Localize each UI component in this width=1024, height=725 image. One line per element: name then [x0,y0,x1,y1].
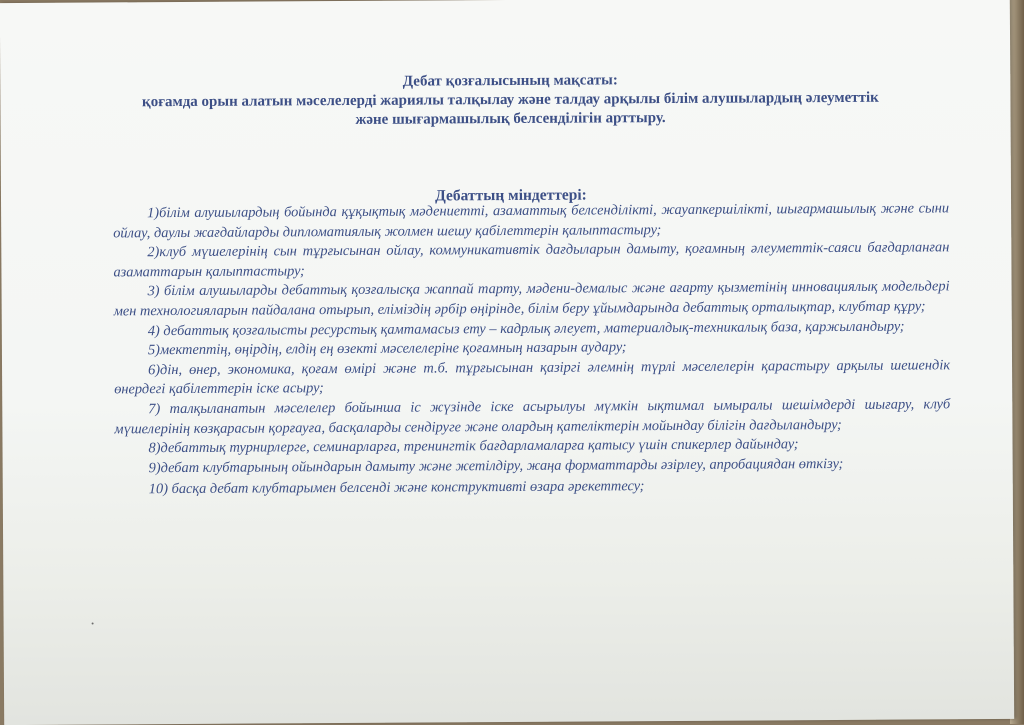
task-item-10: 10) басқа дебат клубтарымен белсенді және конструктивті өзара әрекеттесу; [148,478,645,498]
task-item-5: 5)мектептің, өңірдің, елдің ең өзекті мәселелеріне қоғамның назарын аудару; [147,339,627,359]
goal-statement [90,88,930,131]
goal-line-1: қоғамда орын алатын мәселелерді жариялы талқылау және талдау арқылы білім алушылардың әлеуметтік [141,89,879,111]
task-item-8: 8)дебаттық турнирлерге, семинарларға, тренингтік бағдарламаларға қатысу үшін спикерлер дайындау; [148,436,799,457]
task-item-4: 4) дебаттық қозғалысты ресурстық қамтамасыз ету – кадрлық әлеует, материалдық-техникалық база, қаржыландыру; [147,318,905,339]
paper-speck [92,623,94,625]
task-item-1: 1)білім алушылардың бойында құқықтық мәдениетті, азаматтық белсенділікті, жауапкершілікті, шығармашылық және сыни ойлау, даулы жағдайларды дипломатиялық жолмен шешу қабілеттерін қалыптастыру; [113,200,950,241]
tasks-list [113,199,951,500]
task-item-9: 9)дебат клубтарының ойындарын дамыту және жетілдіру, жаңа форматтарды әзірлеу, апробациядан өткізу; [148,455,844,476]
task-item-6: 6)дін, өнер, экономика, қоғам өмірі және т.б. тұрғысынан қазіргі әлемнің түрлі мәселелерін қарастыру арқылы шешендік өнердегі қабілеттерін іске асыру; [114,357,951,398]
task-item-3: 3) білім алушыларды дебаттық қозғалысқа жаппай тарту, мәдени-демалыс және ағарту қызметінің инновациялық модельдері мен технологияларын пайдалана отырып, еліміздің әрбір өңірінде, білім беру ұйымдарында дебаттық орталықтар, клубтар құру; [113,278,950,320]
tasks-heading: Дебаттың міндеттері: [435,186,587,205]
task-item-2: 2)клуб мүшелерінің сын тұрғысынан ойлау, коммуникативтік дағдыларын дамыту, қоғамның әлеуметтік-саяси бағдарланған азаматтарын қалыптастыру; [113,239,950,281]
document-title: Дебат қозғалысының мақсаты: [402,72,618,90]
goal-line-2: және шығармашылық белсенділігін арттыру. [355,110,666,128]
task-item-7: 7) талқыланатын мәселелер бойынша іс жүзінде іске асырылуы мүмкін ықтимал ымыралы шешімдерді шығару, клуб мүшелерінің көзқарасын қорғауға, басқаларды сендіруге және олардың қателіктерін мойындау білігін дағдыландыру; [114,396,951,437]
